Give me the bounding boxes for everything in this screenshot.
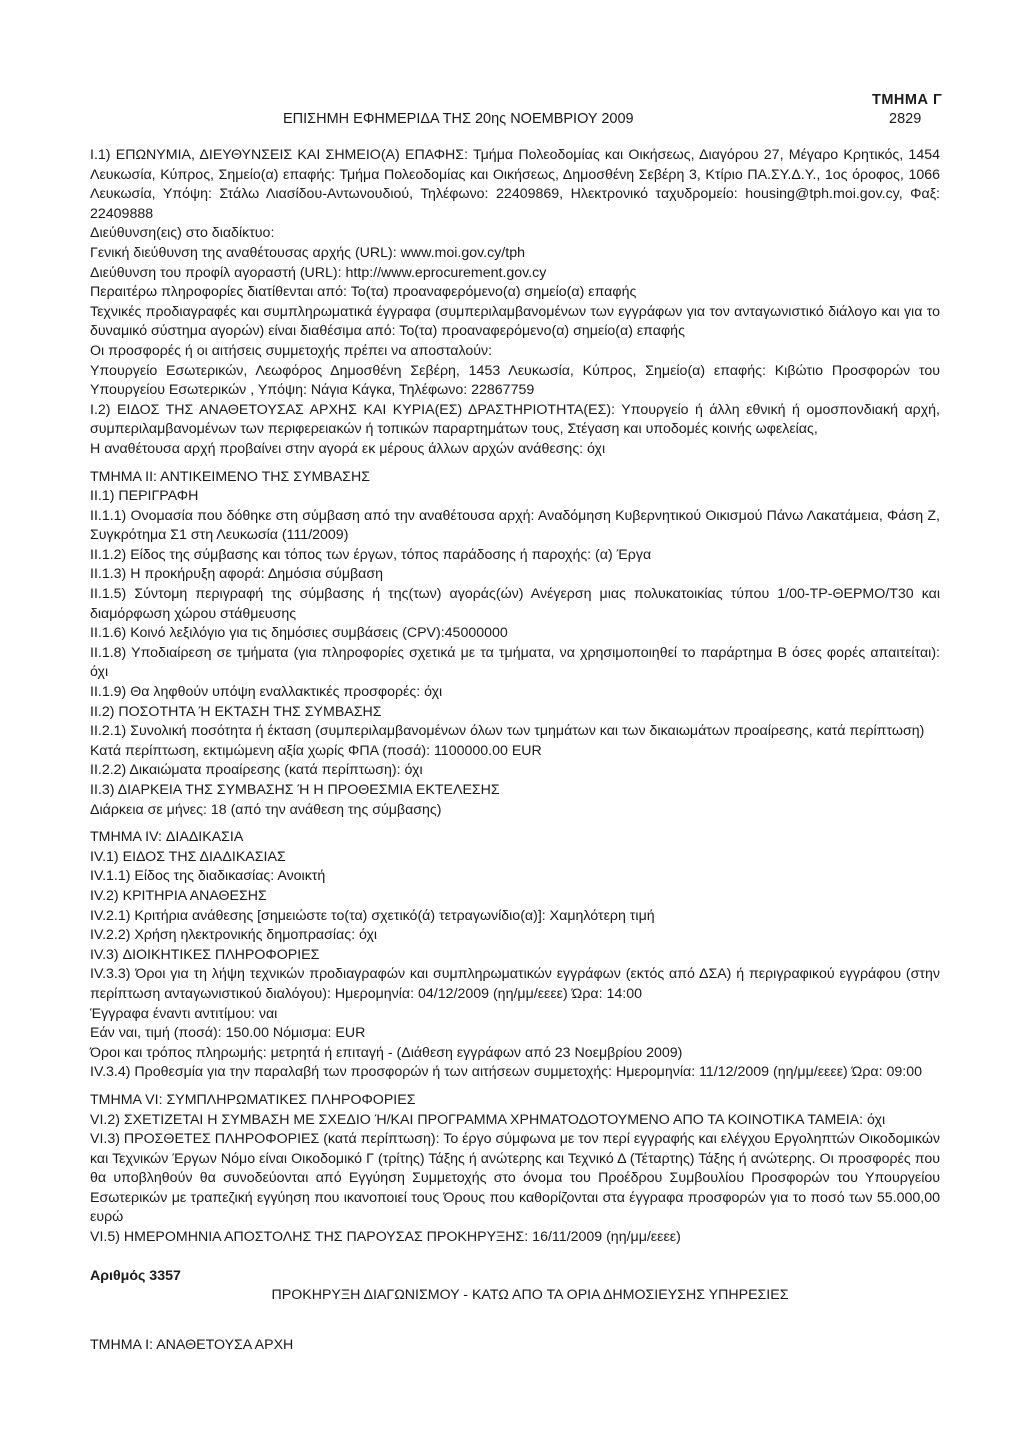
paragraph: IV.1) ΕΙΔΟΣ ΤΗΣ ΔΙΑΔΙΚΑΣΙΑΣ xyxy=(90,848,286,865)
paragraph: Υπουργείο Εσωτερικών, Λεωφόρος Δημοσθένη Σεβέρη, 1453 Λευκωσία, Κύπρος, Σημείο(α) επαφής: Κιβώτιο Προσφορών του Υπουργείου Εσωτερικών , Υπόψη: Νάγια Κάγκα, Τηλέφωνο: 22867759 xyxy=(90,362,940,399)
paragraph: ΙΙ.2) ΠΟΣΟΤΗΤΑ Ή ΕΚΤΑΣΗ ΤΗΣ ΣΥΜΒΑΣΗΣ xyxy=(90,703,382,720)
paragraph: ΙΙ.1.9) Θα ληφθούν υπόψη εναλλακτικές προσφορές: όχι xyxy=(90,684,443,701)
paragraph: Η αναθέτουσα αρχή προβαίνει στην αγορά εκ μέρους άλλων αρχών ανάθεσης: όχι xyxy=(90,440,606,457)
section-label: ΤΜΗΜΑ Γ xyxy=(872,92,943,108)
announcement-title: ΠΡΟΚΗΡΥΞΗ ΔΙΑΓΩΝΙΣΜΟΥ - ΚΑΤΩ ΑΠΟ ΤΑ ΟΡΙΑ ΔΗΜΟΣΙΕΥΣΗΣ ΥΠΗΡΕΣΙΕΣ xyxy=(271,1287,789,1303)
paragraph: IV.1.1) Είδος της διαδικασίας: Ανοικτή xyxy=(90,868,326,885)
paragraph: VI.3) ΠΡΟΣΘΕΤΕΣ ΠΛΗΡΟΦΟΡΙΕΣ (κατά περίπτωση): Το έργο σύμφωνα με τον περί εγγραφής και ελέγχου Εργοληπτών Οικοδομικών και Τεχνικών Έργων Νόμο είναι Οικοδομικό Γ (τρίτης) Τάξης ή ανώτερης και Τεχνικό Δ (Τέταρτης) Τάξης ή ανώτερης. Οι προσφορές που θα υποβληθούν θα συνοδεύονται από Εγγύηση Συμμετοχής στο όνομα του Προέδρου Συμβουλίου Προσφορών του Υπουργείου Εσωτερικών με τραπεζική εγγύηση που ικανοποιεί τους Όρους που καθορίζονται στα έγγραφα προσφορών για το ποσό των 55.000,00 ευρώ xyxy=(90,1131,940,1226)
journal-title: ΕΠΙΣΗΜΗ ΕΦΗΜΕΡΙΔΑ ΤΗΣ 20ης ΝΟΕΜΒΡΙΟΥ 2009 xyxy=(283,111,634,127)
paragraph: Οι προσφορές ή οι αιτήσεις συμμετοχής πρέπει να αποσταλούν: xyxy=(90,342,493,359)
paragraph: Έγγραφα έναντι αντιτίμου: ναι xyxy=(90,1005,278,1022)
paragraph: Διεύθυνση του προφίλ αγοραστή (URL): http://www.eprocurement.gov.cy xyxy=(90,264,547,281)
paragraph: Ι.2) ΕΙΔΟΣ ΤΗΣ ΑΝΑΘΕΤΟΥΣΑΣ ΑΡΧΗΣ ΚΑΙ ΚΥΡΙΑ(ΕΣ) ΔΡΑΣΤΗΡΙΟΤΗΤΑ(ΕΣ): Υπουργείο ή άλλη εθνική ή ομοσπονδιακή αρχή, συμπεριλαμβανομένων των περιφερειακών ή τοπικών παραρτημάτων τους, Στέγαση και υποδομές κοινής ωφελείας, xyxy=(90,401,940,438)
paragraph: VI.2) ΣΧΕΤΙΖΕΤΑΙ Η ΣΥΜΒΑΣΗ ΜΕ ΣΧΕΔΙΟ Ή/ΚΑΙ ΠΡΟΓΡΑΜΜΑ ΧΡΗΜΑΤΟΔΟΤΟΥΜΕΝΟ ΑΠΟ ΤΑ ΚΟΙΝΟΤΙΚΑ ΤΑΜΕΙΑ: όχι xyxy=(90,1111,886,1128)
paragraph: ΙΙ.1.1) Ονομασία που δόθηκε στη σύμβαση από την αναθέτουσα αρχή: Αναδόμηση Κυβερνητικού Οικισμού Πάνω Λακατάμεια, Φάση Ζ, Συγκρότημα Σ1 στη Λευκωσία (111/2009) xyxy=(90,507,940,544)
paragraph: Κατά περίπτωση, εκτιμώμενη αξία χωρίς ΦΠΑ (ποσά): 1100000.00 EUR xyxy=(90,742,542,759)
paragraph: ΙΙ.1.8) Υποδιαίρεση σε τμήματα (για πληροφορίες σχετικά με τα τμήματα, να χρησιμοποιηθεί το παράρτημα Β όσες φορές απαιτείται): όχι xyxy=(90,644,940,681)
section-heading: ΤΜΗΜΑ VI: ΣΥΜΠΛΗΡΩΜΑΤΙΚΕΣ ΠΛΗΡΟΦΟΡΙΕΣ xyxy=(90,1091,416,1108)
paragraph: ΙΙ.2.2) Δικαιώματα προαίρεσης (κατά περίπτωση): όχι xyxy=(90,762,423,779)
paragraph: VI.5) ΗΜΕΡΟΜΗΝΙΑ ΑΠΟΣΤΟΛΗΣ ΤΗΣ ΠΑΡΟΥΣΑΣ ΠΡΟΚΗΡΥΞΗΣ: 16/11/2009 (ηη/μμ/εεεε) xyxy=(90,1229,681,1246)
notice-body xyxy=(90,146,940,1248)
section-heading: ΤΜΗΜΑ Ι: ΑΝΑΘΕΤΟΥΣΑ ΑΡΧΗ xyxy=(90,1337,294,1353)
paragraph: Ι.1) ΕΠΩΝΥΜΙΑ, ΔΙΕΥΘΥΝΣΕΙΣ ΚΑΙ ΣΗΜΕΙΟ(Α) ΕΠΑΦΗΣ: Τμήμα Πολεοδομίας και Οικήσεως, Διαγόρου 27, Μέγαρο Κρητικός, 1454 Λευκωσία, Κύπρος, Σημείο(α) επαφής: Τμήμα Πολεοδομίας και Οικήσεως, Δημοσθένη Σεβέρη 3, Κτίριο ΠΑ.ΣΥ.Δ.Υ., 1ος όροφος, 1066 Λευκωσία, Υπόψη: Στάλω Λιασίδου-Αντωνουδιού, Τηλέφωνο: 22409869, Ηλεκτρονικό ταχυδρομείο: housing@tph.moi.gov.cy, Φαξ: 22409888 xyxy=(90,147,940,222)
paragraph: IV.2) ΚΡΙΤΗΡΙΑ ΑΝΑΘΕΣΗΣ xyxy=(90,887,267,904)
paragraph: IV.2.1) Κριτήρια ανάθεσης [σημειώστε το(τα) σχετικό(ά) τετραγωνίδιο(α)]: Χαμηλότερη τιμή xyxy=(90,907,655,924)
paragraph: ΙΙ.1.3) Η προκήρυξη αφορά: Δημόσια σύμβαση xyxy=(90,566,383,583)
paragraph: IV.2.2) Χρήση ηλεκτρονικής δημοπρασίας: όχι xyxy=(90,927,378,944)
paragraph: Γενική διεύθυνση της αναθέτουσας αρχής (URL): www.moi.gov.cy/tph xyxy=(90,244,525,261)
paragraph: Διάρκεια σε μήνες: 18 (από την ανάθεση της σύμβασης) xyxy=(90,801,442,818)
paragraph: ΙΙ.3) ΔΙΑΡΚΕΙΑ ΤΗΣ ΣΥΜΒΑΣΗΣ Ή Η ΠΡΟΘΕΣΜΙΑ ΕΚΤΕΛΕΣΗΣ xyxy=(90,782,500,798)
paragraph: IV.3.4) Προθεσμία για την παραλαβή των προσφορών ή των αιτήσεων συμμετοχής: Ημερομηνία: 11/12/2009 (ηη/μμ/εεεε) Ώρα: 09:00 xyxy=(90,1064,923,1081)
paragraph: Όροι και τρόπος πληρωμής: μετρητά ή επιταγή - (Διάθεση εγγράφων από 23 Νοεμβρίου 2009) xyxy=(90,1044,683,1061)
paragraph: ΙΙ.1.6) Κοινό λεξιλόγιο για τις δημόσιες συμβάσεις (CPV):45000000 xyxy=(90,625,508,642)
page-number: 2829 xyxy=(889,111,922,127)
section-heading: ΤΜΗΜΑ IV: ΔΙΑΔΙΚΑΣΙΑ xyxy=(90,829,244,846)
paragraph: Εάν ναι, τιμή (ποσά): 150.00 Νόμισμα: EUR xyxy=(90,1025,366,1042)
paragraph: ΙΙ.1.2) Είδος της σύμβασης και τόπος των έργων, τόπος παράδοσης ή παροχής: (α) Έργα xyxy=(90,546,652,563)
paragraph: ΙΙ.2.1) Συνολική ποσότητα ή έκταση (συμπεριλαμβανομένων όλων των τμημάτων και των δικαιωμάτων προαίρεσης, κατά περίπτωση) xyxy=(90,723,925,740)
section-heading: ΤΜΗΜΑ ΙΙ: ΑΝΤΙΚΕΙΜΕΝΟ ΤΗΣ ΣΥΜΒΑΣΗΣ xyxy=(90,468,370,485)
paragraph: Τεχνικές προδιαγραφές και συμπληρωματικά έγγραφα (συμπεριλαμβανομένων των εγγράφων για τον ανταγωνιστικό διάλογο και για το δυναμικό σύστημα αγορών) είναι διαθέσιμα από: Το(τα) προαναφερόμενο(α) σημείο(α) επαφής xyxy=(90,303,940,340)
announcement-number: Αριθμός 3357 xyxy=(90,1268,181,1284)
paragraph: IV.3) ΔΙΟΙΚΗΤΙΚΕΣ ΠΛΗΡΟΦΟΡΙΕΣ xyxy=(90,946,320,963)
paragraph: Διεύθυνση(εις) στο διαδίκτυο: xyxy=(90,225,275,242)
paragraph: Περαιτέρω πληροφορίες διατίθενται από: Το(τα) προαναφερόμενο(α) σημείο(α) επαφής xyxy=(90,284,637,301)
paragraph: IV.3.3) Όροι για τη λήψη τεχνικών προδιαγραφών και συμπληρωματικών εγγράφων (εκτός από ΔΣΑ) ή περιγραφικού εγγράφου (στην περίπτωση ανταγωνιστικού διαλόγου): Ημερομηνία: 04/12/2009 (ηη/μμ/εεεε) Ώρα: 14:00 xyxy=(90,966,940,1002)
paragraph: ΙΙ.1.5) Σύντομη περιγραφή της σύμβασης ή της(των) αγοράς(ών) Ανέγερση μιας πολυκατοικίας τύπου 1/00-TP-ΘΕΡΜΟ/Τ30 και διαμόρφωση χώρου στάθμευσης xyxy=(90,586,940,622)
paragraph: ΙΙ.1) ΠΕΡΙΓΡΑΦΗ xyxy=(90,488,199,505)
